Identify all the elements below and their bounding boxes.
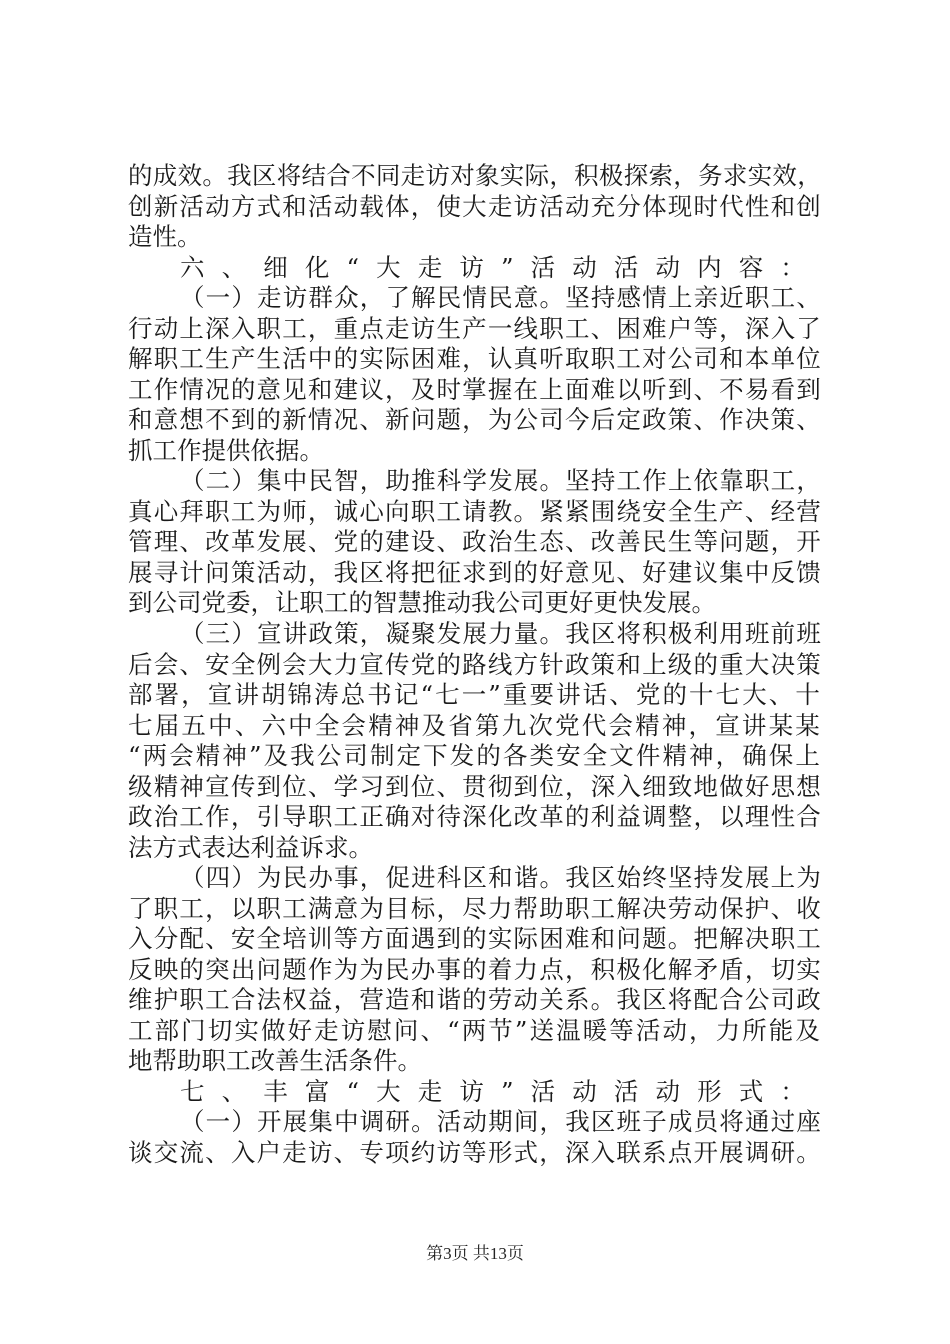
text-line: 行动上深入职工，重点走访生产一线职工、困难户等，深入了 (128, 313, 822, 343)
text-line: 解职工生产生活中的实际困难，认真听取职工对公司和本单位 (128, 344, 822, 374)
text-line: 七、丰富“大走访”活动活动形式： (180, 1076, 822, 1106)
text-line: 地帮助职工改善生活条件。 (128, 1046, 422, 1076)
text-line: 维护职工合法权益，营造和谐的劳动关系。我区将配合公司政 (128, 985, 822, 1015)
text-line: 法方式表达利益诉求。 (128, 832, 373, 862)
text-line: 工部门切实做好走访慰问、“两节”送温暖等活动，力所能及 (128, 1015, 822, 1045)
text-line: 七届五中、六中全会精神及省第九次党代会精神，宣讲某某 (128, 710, 822, 740)
text-line: 政治工作，引导职工正确对待深化改革的利益调整，以理性合 (128, 802, 822, 832)
text-line: 的成效。我区将结合不同走访对象实际，积极探索，务求实效， (128, 161, 822, 190)
text-line: 展寻计问策活动，我区将把征求到的好意见、好建议集中反馈 (128, 557, 822, 587)
text-line: 谈交流、入户走访、专项约访等形式，深入联系点开展调研。 (128, 1138, 822, 1167)
text-line: 了职工，以职工满意为目标，尽力帮助职工解决劳动保护、收 (128, 893, 822, 923)
page-footer: 第3页 共13页 (426, 1244, 524, 1263)
text-line: 到公司党委，让职工的智慧推动我公司更好更快发展。 (128, 588, 716, 618)
text-line: （三）宣讲政策，凝聚发展力量。我区将积极利用班前班 (180, 618, 822, 648)
text-line: “两会精神”及我公司制定下发的各类安全文件精神，确保上 (128, 741, 822, 771)
text-line: 和意想不到的新情况、新问题，为公司今后定政策、作决策、 (128, 405, 822, 435)
text-line: （二）集中民智，助推科学发展。坚持工作上依靠职工， (180, 466, 822, 496)
text-line: 后会、安全例会大力宣传党的路线方针政策和上级的重大决策 (128, 649, 822, 679)
text-line: 工作情况的意见和建议，及时掌握在上面难以听到、不易看到 (128, 374, 822, 404)
text-line: 抓工作提供依据。 (128, 435, 324, 465)
text-line: 级精神宣传到位、学习到位、贯彻到位，深入细致地做好思想 (128, 771, 822, 801)
text-line: 入分配、安全培训等方面遇到的实际困难和问题。把解决职工 (128, 924, 822, 954)
text-line: （一）走访群众，了解民情民意。坚持感情上亲近职工、 (180, 283, 822, 313)
text-line: （四）为民办事，促进科区和谐。我区始终坚持发展上为 (180, 863, 822, 893)
text-line: 真心拜职工为师，诚心向职工请教。紧紧围绕安全生产、经营 (128, 496, 822, 526)
text-line: 反映的突出问题作为为民办事的着力点，积极化解矛盾，切实 (128, 954, 822, 984)
text-line: 管理、改革发展、党的建设、政治生态、改善民生等问题，开 (128, 527, 822, 557)
text-line: （一）开展集中调研。活动期间，我区班子成员将通过座 (180, 1107, 822, 1137)
text-line: 六、细化“大走访”活动活动内容： (180, 252, 822, 282)
text-line: 造性。 (128, 222, 202, 252)
text-line: 部署，宣讲胡锦涛总书记“七一”重要讲话、党的十七大、十 (128, 680, 822, 710)
text-line: 创新活动方式和活动载体，使大走访活动充分体现时代性和创 (128, 191, 822, 221)
